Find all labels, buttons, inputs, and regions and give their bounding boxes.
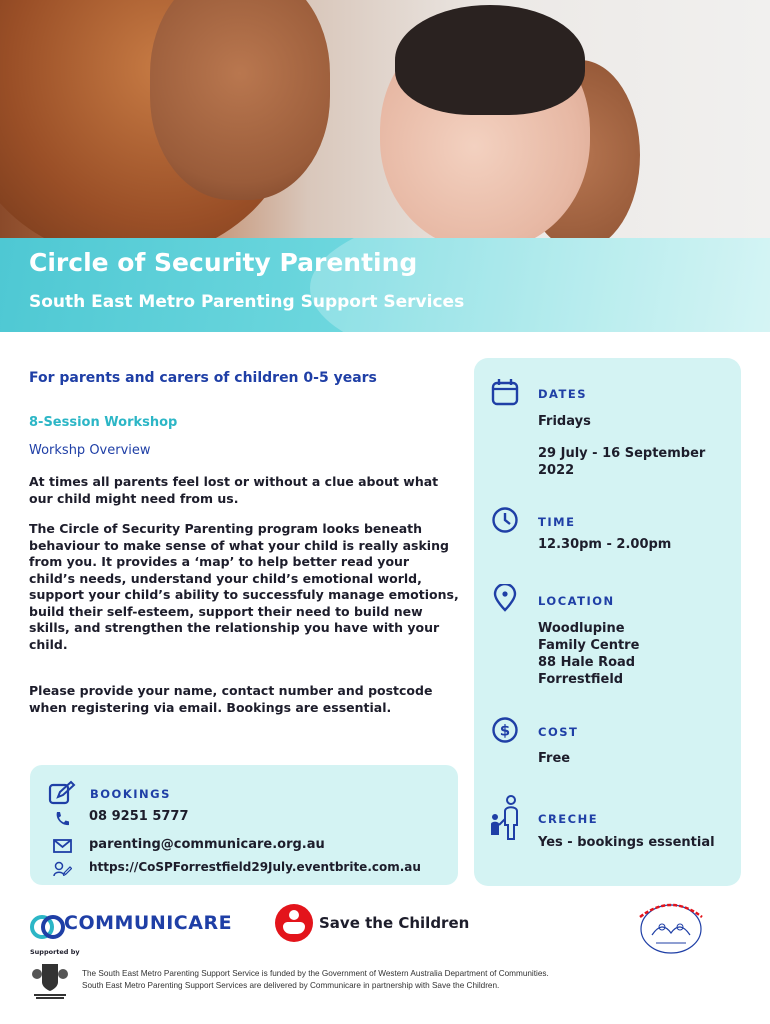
location-heading: LOCATION <box>538 594 615 608</box>
footnote-line-1: The South East Metro Parenting Support Service is funded by the Government of Western Australia Department of Communities. <box>82 969 549 978</box>
session-heading: 8-Session Workshop <box>29 415 178 430</box>
bookings-phone[interactable]: 08 9251 5777 <box>89 809 189 824</box>
mother-face <box>150 0 330 200</box>
time-value: 12.30pm - 2.00pm <box>538 537 672 552</box>
footnote-line-2: South East Metro Parenting Support Services are delivered by Communicare in partnership with Save the Children. <box>82 980 500 990</box>
save-the-children-wordmark: Save the Children <box>319 914 470 932</box>
person-link-icon <box>53 861 72 878</box>
creche-heading: CRECHE <box>538 812 599 826</box>
dates-day: Fridays <box>538 414 591 429</box>
bookings-email-link[interactable]: parenting@communicare.org.au <box>89 837 325 852</box>
woodlupine-family-centre-logo <box>632 895 710 957</box>
edit-icon <box>48 780 76 806</box>
overview-heading: Workshp Overview <box>29 443 151 458</box>
time-heading: TIME <box>538 515 576 529</box>
communicare-mark-icon <box>30 915 58 931</box>
save-the-children-logo <box>275 904 469 942</box>
communicare-logo <box>30 912 232 934</box>
intro-paragraph-2: The Circle of Security Parenting program looks beneath behaviour to make sense of what your child is really asking from you. It provides a ‘map’ to help better read your child’s needs, understand your child’s emotional world, support your child’s ability to successfuly manage emotions, build their self-esteem, support their need to build new skills, and strengthen the relationship you have with your child. <box>29 521 459 652</box>
page-subtitle: South East Metro Parenting Support Services <box>29 292 465 312</box>
government-crest-icon <box>30 958 70 1000</box>
hero-photo <box>0 0 770 250</box>
dates-range: 29 July - 16 September 2022 <box>538 446 706 478</box>
save-the-children-icon <box>275 904 313 942</box>
location-line-3: 88 Hale Road <box>538 655 636 670</box>
communicare-wordmark: COMMUNICARE <box>64 912 233 934</box>
location-line-2: Family Centre <box>538 638 640 653</box>
email-icon <box>53 839 72 853</box>
intro-paragraph-1: At times all parents feel lost or without a clue about what our child might need from us. <box>29 474 439 506</box>
location-line-1: Woodlupine <box>538 621 625 636</box>
cost-heading: COST <box>538 725 579 739</box>
audience-heading: For parents and carers of children 0-5 years <box>29 370 377 386</box>
dates-heading: DATES <box>538 387 588 401</box>
svg-text:$: $ <box>499 721 511 740</box>
bookings-url-link[interactable]: https://CoSPForrestfield29July.eventbrite.com.au <box>89 860 421 874</box>
creche-value: Yes - bookings essential <box>538 835 715 850</box>
cost-value: Free <box>538 751 571 766</box>
family-icon <box>487 795 525 841</box>
page-title: Circle of Security Parenting <box>29 248 418 277</box>
dollar-icon <box>491 716 519 744</box>
supported-by-label: Supported by <box>30 948 80 956</box>
funding-footnote <box>82 968 722 991</box>
clock-icon <box>491 506 519 534</box>
location-pin-icon <box>491 584 519 612</box>
registration-paragraph: Please provide your name, contact number and postcode when registering via email. Bookings are essential. <box>29 683 433 715</box>
bookings-heading: BOOKINGS <box>90 787 171 801</box>
calendar-icon <box>491 378 519 406</box>
baby-hair <box>395 5 585 115</box>
location-line-4: Forrestfield <box>538 672 624 687</box>
phone-icon <box>54 811 70 827</box>
